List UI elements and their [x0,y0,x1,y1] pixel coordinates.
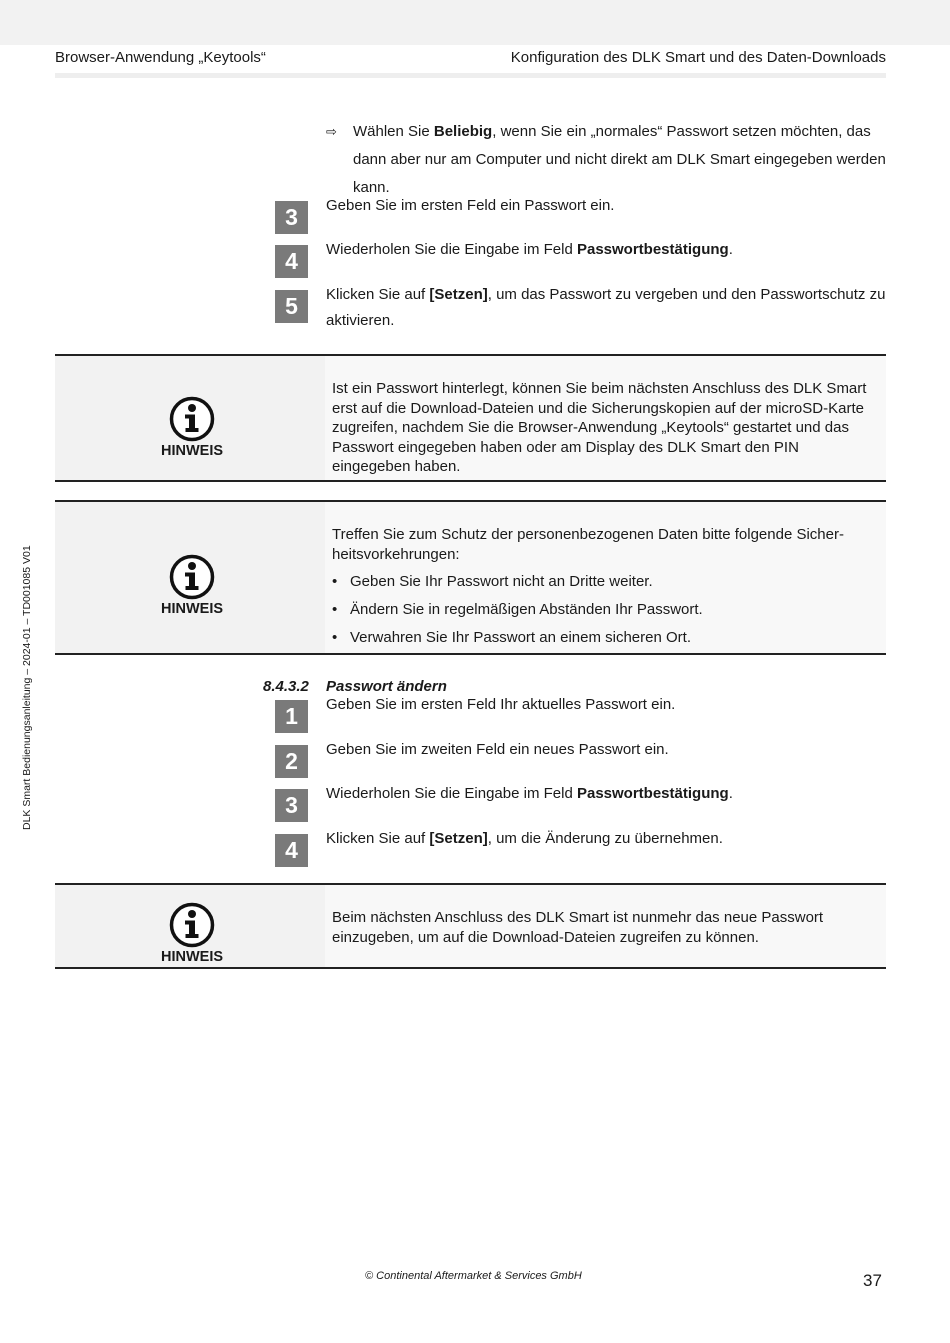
header-rule [55,73,886,78]
result-bullet [326,118,886,202]
step-number: 5 [275,290,308,323]
note-label: HINWEIS [160,601,224,617]
result-bullet-text: Wählen Sie Beliebig, wenn Sie ein „normales“ Passwort setzen möchten, das dann aber nur am Computer und nicht direkt am DLK Smart eingegeben werden kann. [353,123,886,196]
step-text: Geben Sie im ersten Feld ein Passwort ein. [326,197,615,214]
step-number: 1 [275,700,308,733]
bullet-icon: • [332,629,338,646]
header-left: Browser-Anwendung „Keytools“ [55,49,266,66]
step-text: Wiederholen Sie die Eingabe im Feld Passwortbestätigung. [326,241,733,258]
footer-copyright: © Continental Aftermarket & Services GmbH [365,1270,582,1282]
note-text: Ist ein Passwort hinterlegt, können Sie beim nächsten Anschluss des DLK Smart erst auf die Download-Dateien und die Sicherungskopien auf der microSD-Karte zugreifen, nachdem Sie die Browser-Anwendung „Keytools“ gestartet und das Passwort eingegeben haben oder am Display des DLK Smart den PIN eingegeben haben. [332,380,867,475]
step-number: 4 [275,245,308,278]
step-number: 2 [275,745,308,778]
section-number: 8.4.3.2 [263,678,309,695]
note-text: Beim nächsten Anschluss des DLK Smart ist nunmehr das neue Passwort einzugeben, um auf die Download-Dateien zugreifen zu können. [332,909,824,946]
step-number: 3 [275,789,308,822]
info-circle-icon [169,396,215,442]
page-number: 37 [863,1271,882,1290]
info-circle-icon [169,902,215,948]
note-box-security: HINWEIS Treffen Sie zum Schutz der personenbezogenen Daten bitte folgende Sicherheitsvorkehrungen: • Geben Sie Ihr Passwort nicht an Dritte weiter. • Ändern Sie in regelmäßigen Abständen Ihr Passwort. • Verwahren Sie Ihr Passwort an einem sicheren Ort. [55,500,886,655]
info-circle-icon [169,554,215,600]
right-arrow-icon: ⇨ [326,124,337,139]
step-text: Klicken Sie auf [Setzen], um das Passwort zu vergeben und den Passwortschutz zu aktivieren. [326,286,886,329]
step-text: Klicken Sie auf [Setzen], um die Änderung zu übernehmen. [326,830,723,847]
step-number: 4 [275,834,308,867]
step-number: 3 [275,201,308,234]
note-icon-group [157,554,227,617]
step-text: Geben Sie im zweiten Feld ein neues Passwort ein. [326,741,669,758]
header-right: Konfiguration des DLK Smart und des Daten-Downloads [510,49,886,66]
side-document-id: DLK Smart Bedienungsanleitung – 2024-01 – TD001085 V01 [21,545,33,830]
step-text: Wiederholen Sie die Eingabe im Feld Passwortbestätigung. [326,785,733,802]
section-title: Passwort ändern [326,678,447,695]
note-label: HINWEIS [160,949,224,965]
note-icon-group [157,396,227,459]
note-box-password-set [55,354,886,482]
step-text: Geben Sie im ersten Feld Ihr aktuelles Passwort ein. [326,696,676,713]
bullet-icon: • [332,601,338,618]
note-box-new-password [55,883,886,969]
note-intro: Treffen Sie zum Schutz der personenbezogenen Daten bitte folgende Sicherheitsvorkehrungen: [332,526,844,563]
bullet-icon: • [332,573,338,590]
note-label: HINWEIS [160,443,224,459]
top-band [0,0,950,45]
note-icon-group [157,902,227,965]
